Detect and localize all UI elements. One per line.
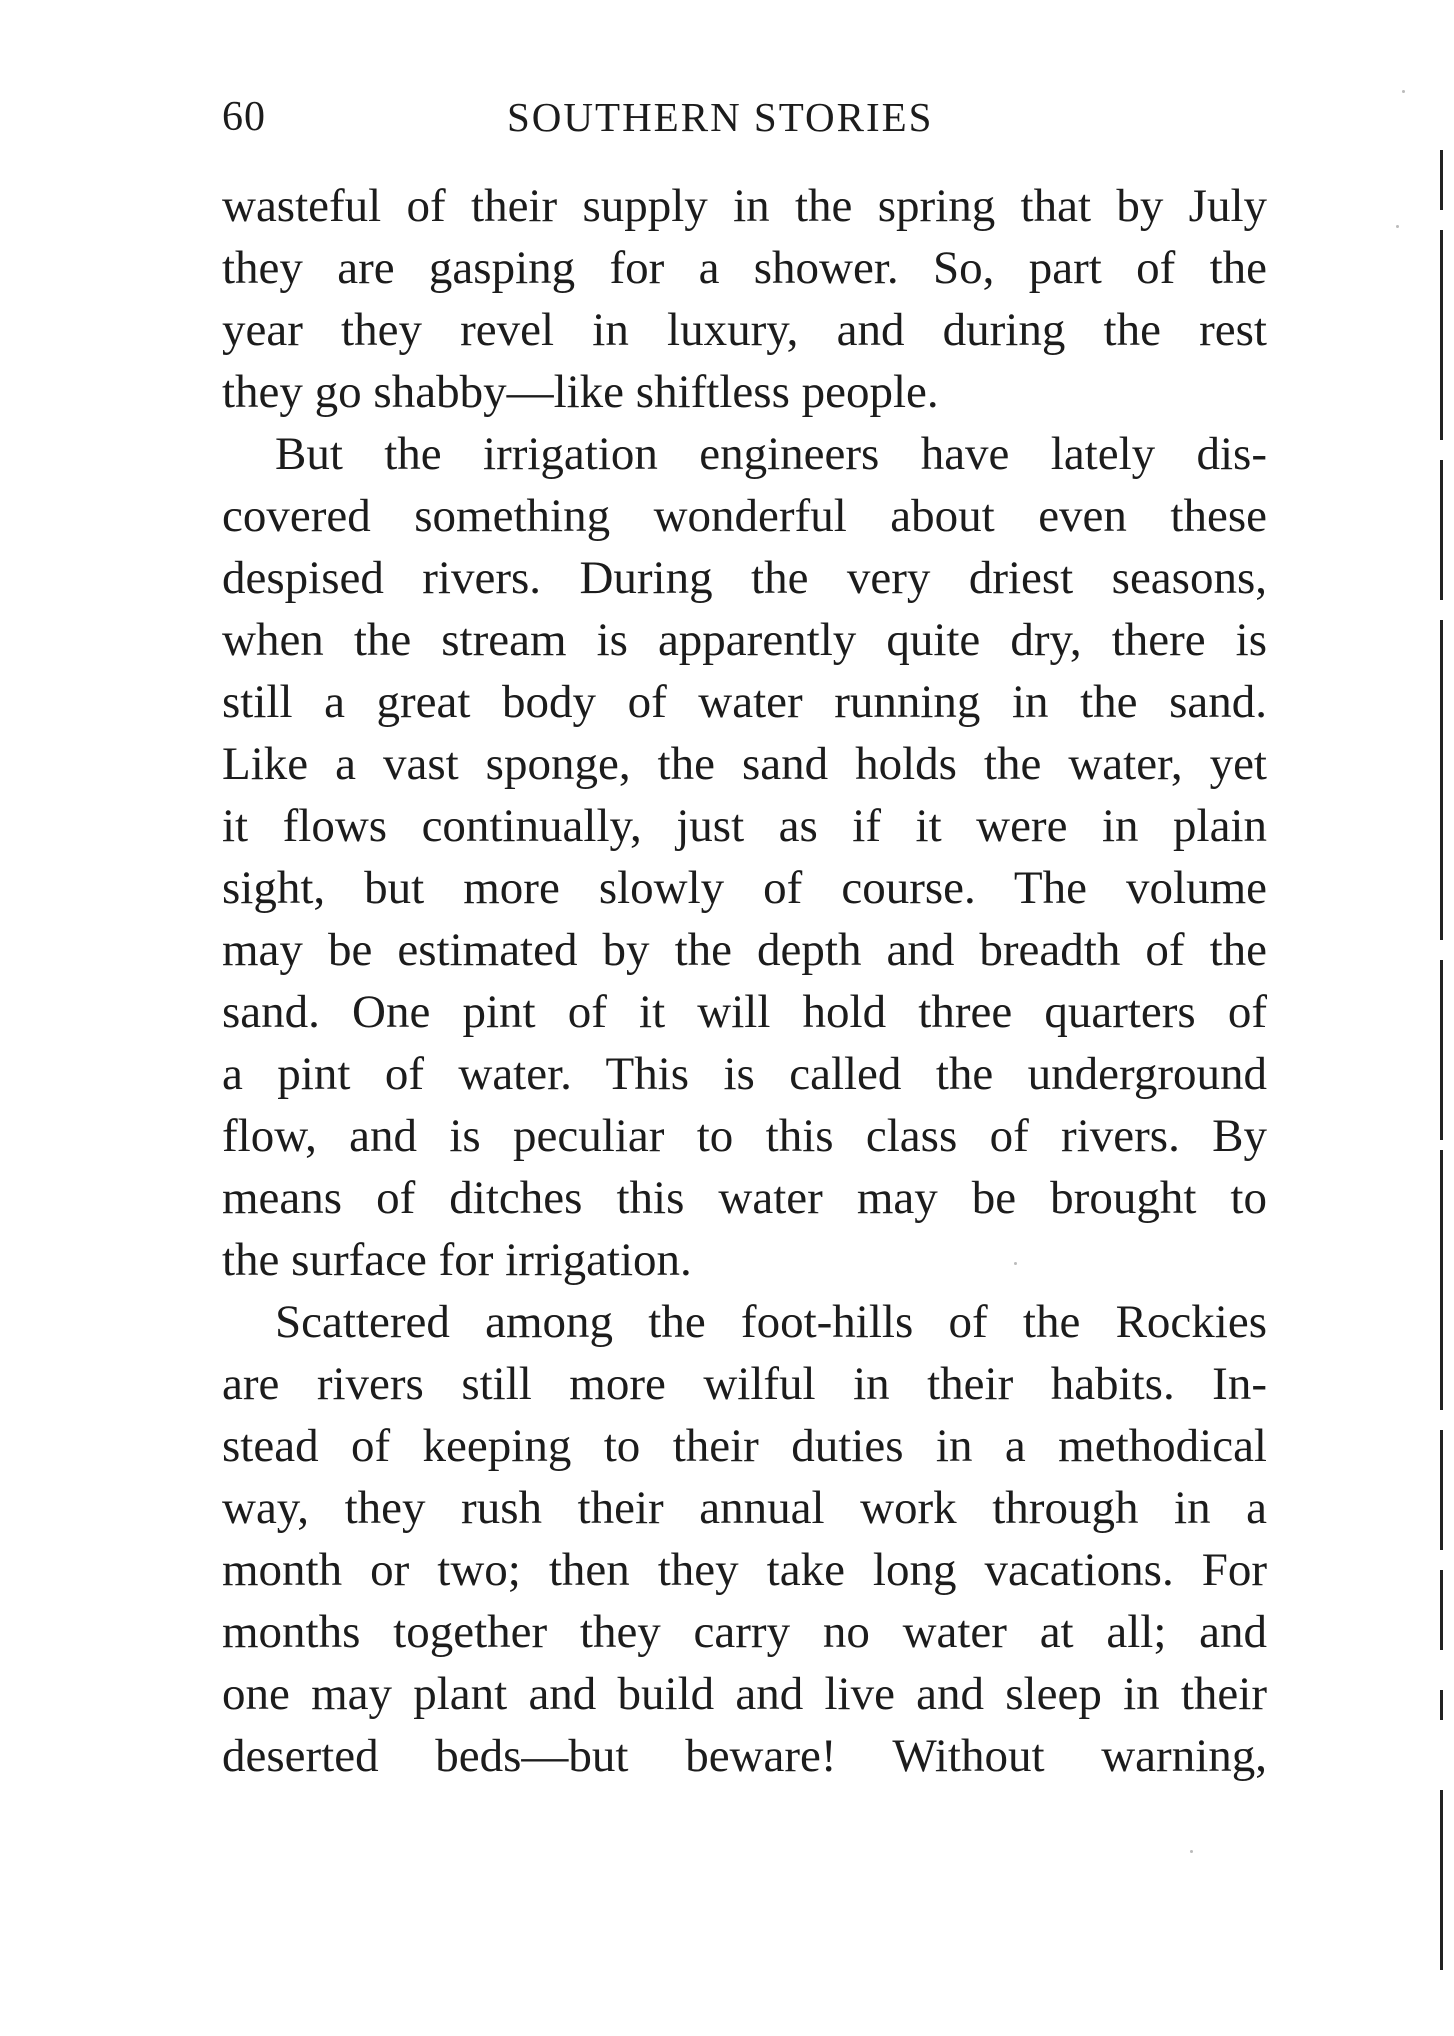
binding-edge-shadow (1440, 150, 1446, 2020)
text-line: one may plant and build and live and sleep in their (222, 1668, 1267, 1720)
text-line: they go shabby—like shiftless people. (222, 366, 939, 418)
scan-speck (1402, 90, 1405, 93)
text-line: means of ditches this water may be brought to (222, 1172, 1267, 1224)
text-line: deserted beds—but beware! Without warning, (222, 1730, 1267, 1782)
text-line: stead of keeping to their duties in a methodical (222, 1420, 1267, 1472)
scan-speck (1014, 1262, 1017, 1265)
paragraph-3 (222, 1291, 1267, 1787)
text-line: it flows continually, just as if it were in plain (222, 800, 1267, 852)
page-number: 60 (222, 94, 266, 140)
text-line: when the stream is apparently quite dry, there is (222, 614, 1267, 666)
text-line: they are gasping for a shower. So, part of the (222, 242, 1267, 294)
text-line: still a great body of water running in the sand. (222, 676, 1267, 728)
text-line: way, they rush their annual work through in a (222, 1482, 1267, 1534)
text-line: a pint of water. This is called the underground (222, 1048, 1267, 1100)
paragraph-2 (222, 423, 1267, 1291)
scan-speck (1396, 225, 1399, 228)
text-line: months together they carry no water at all; and (222, 1606, 1267, 1658)
text-line: may be estimated by the depth and breadth of the (222, 924, 1267, 976)
text-line: wasteful of their supply in the spring that by July (222, 180, 1267, 232)
scan-speck (1190, 1850, 1193, 1853)
text-line: Scattered among the foot-hills of the Rockies (275, 1296, 1267, 1348)
text-line: month or two; then they take long vacations. For (222, 1544, 1267, 1596)
text-line: covered something wonderful about even these (222, 490, 1267, 542)
text-line: But the irrigation engineers have lately dis- (275, 428, 1267, 480)
text-line: Like a vast sponge, the sand holds the water, yet (222, 738, 1267, 790)
paragraph-1 (222, 175, 1267, 423)
text-line: despised rivers. During the very driest seasons, (222, 552, 1267, 604)
text-line: sight, but more slowly of course. The volume (222, 862, 1267, 914)
running-head (222, 92, 1267, 142)
text-line: are rivers still more wilful in their habits. In- (222, 1358, 1267, 1410)
text-line: year they revel in luxury, and during the rest (222, 304, 1267, 356)
text-line: sand. One pint of it will hold three quarters of (222, 986, 1267, 1038)
body-text (222, 175, 1267, 1787)
running-title: SOUTHERN STORIES (507, 94, 934, 140)
text-line: the surface for irrigation. (222, 1234, 692, 1286)
text-line: flow, and is peculiar to this class of rivers. By (222, 1110, 1267, 1162)
